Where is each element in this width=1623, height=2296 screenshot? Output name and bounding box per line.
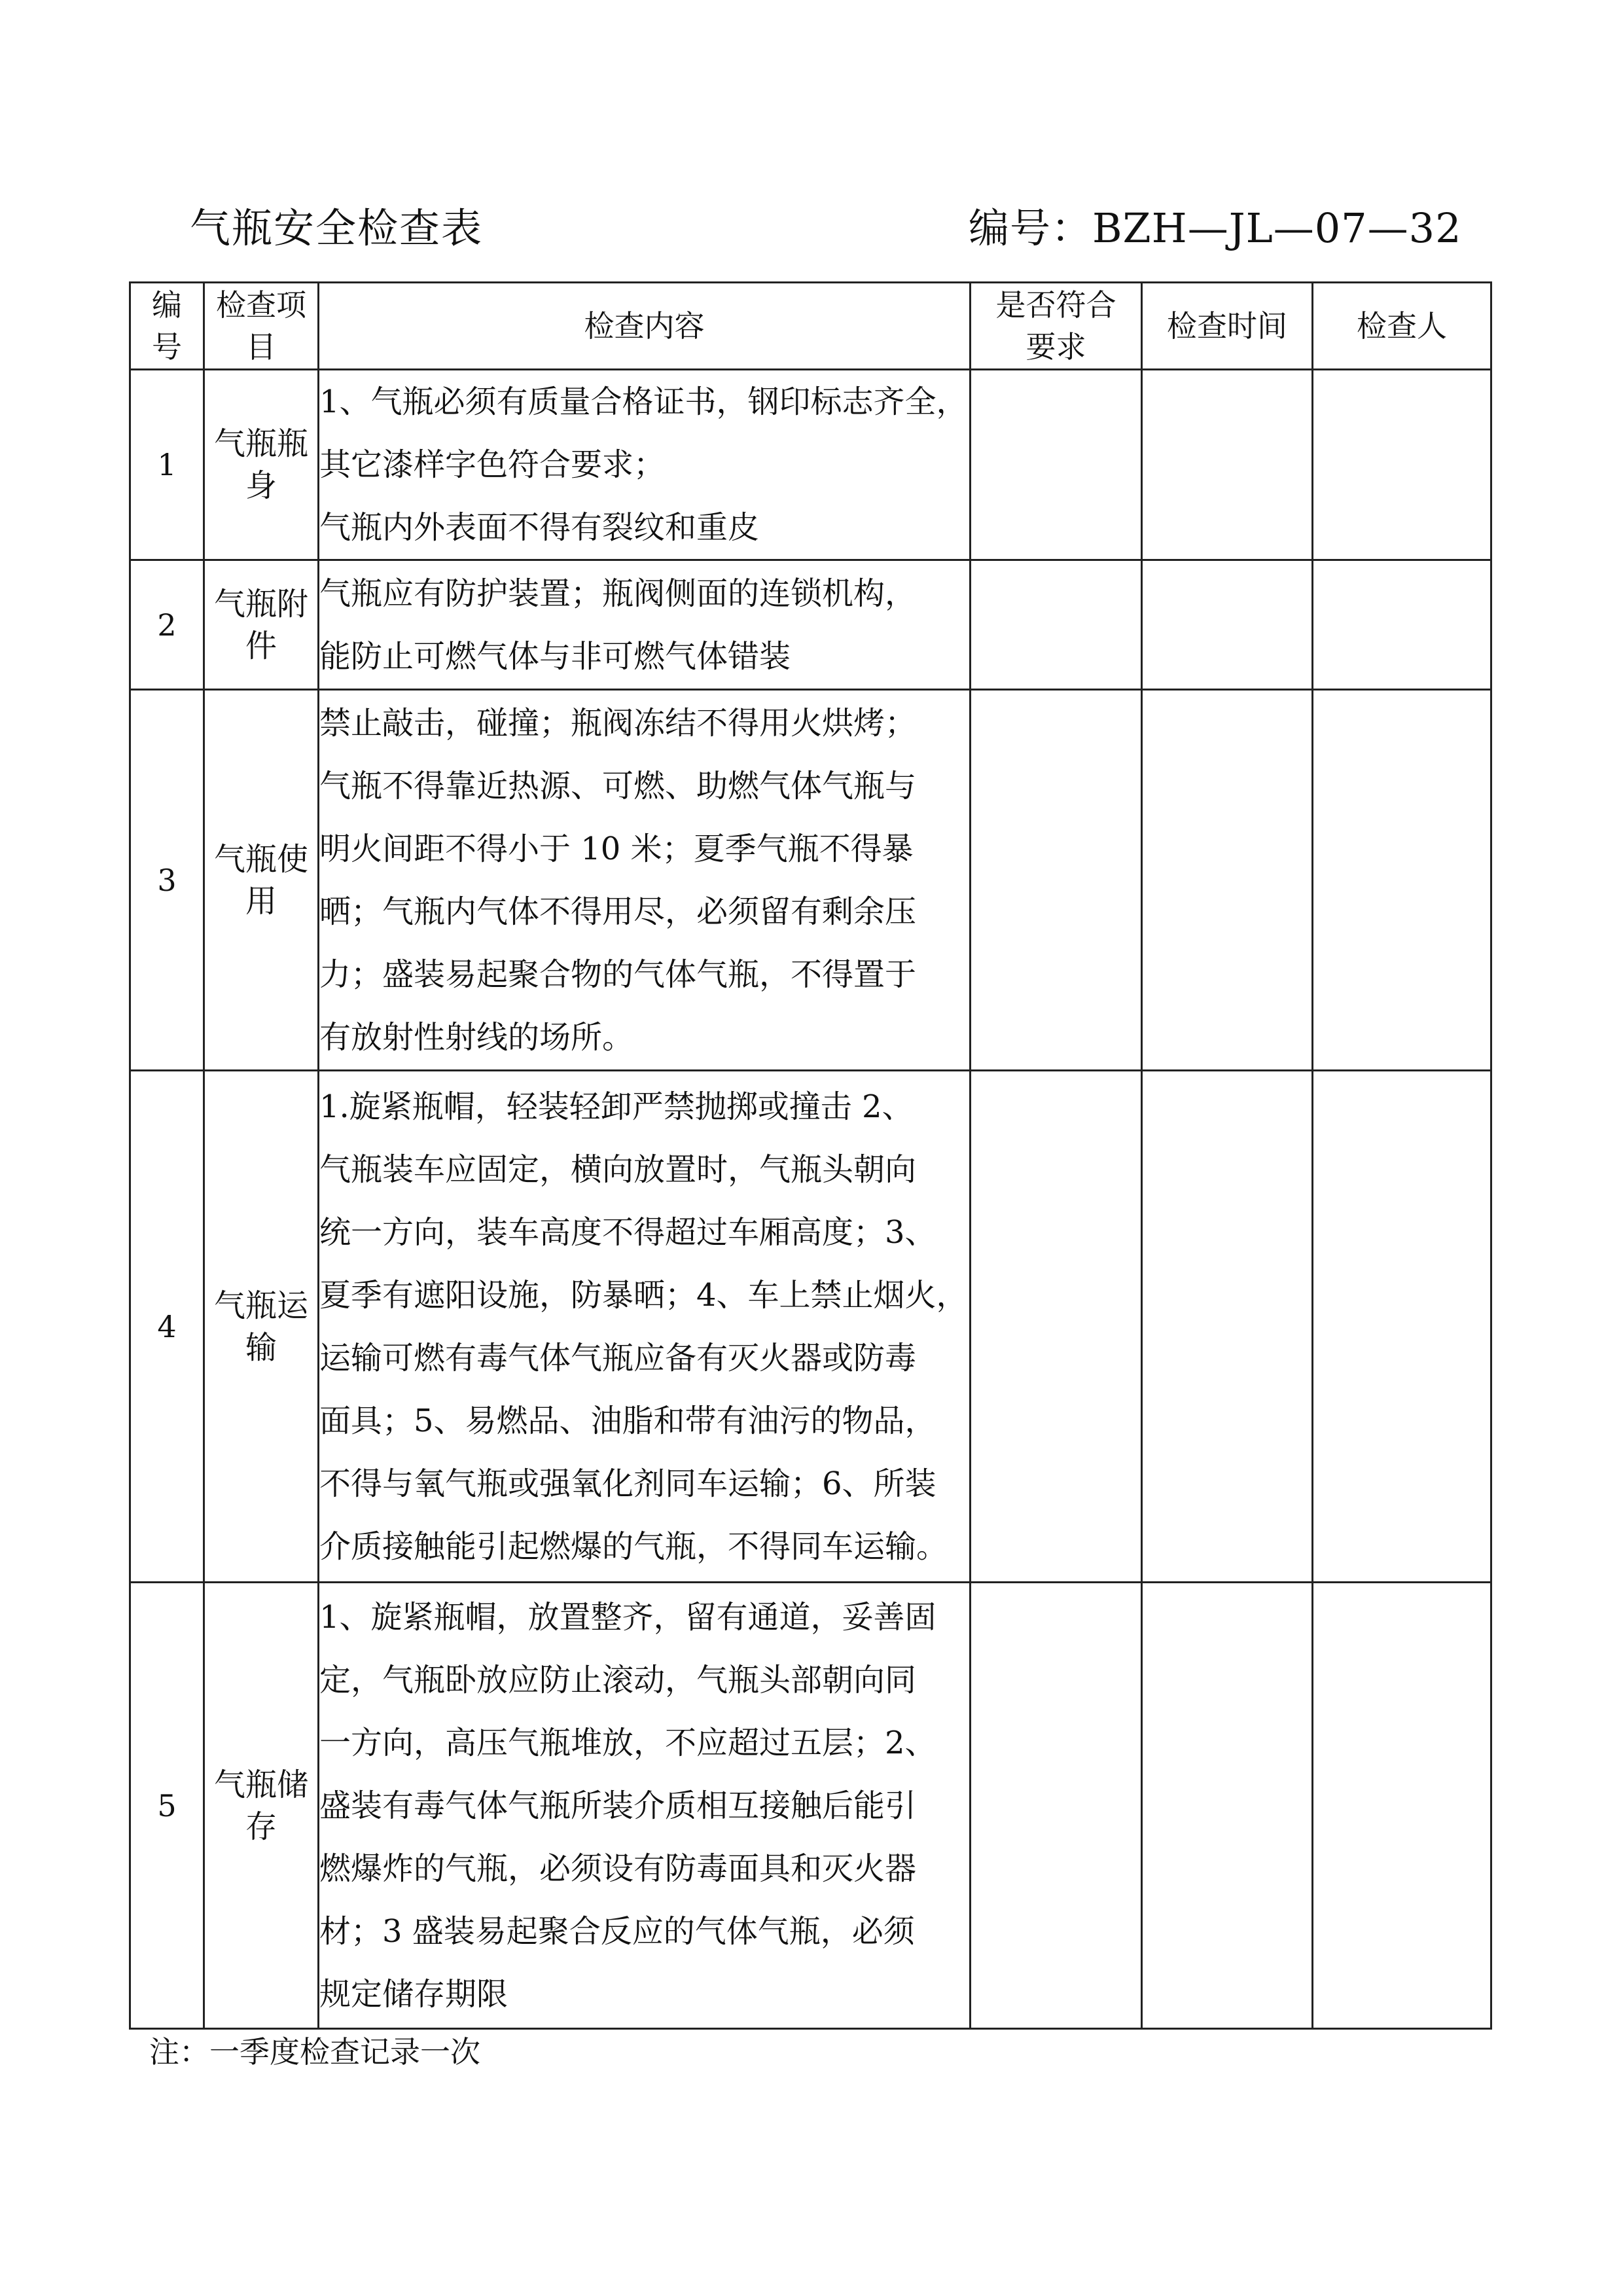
content-line: 统一方向，装车高度不得超过车厢高度；3、	[319, 1213, 936, 1251]
content-line: 介质接触能引起燃爆的气瓶，不得同车运输。	[319, 1528, 948, 1565]
content-line: 面具；5、易燃品、油脂和带有油污的物品，	[319, 1402, 936, 1439]
table-row	[130, 1583, 1491, 2029]
footnote: 注：一季度检查记录一次	[149, 2034, 480, 2070]
table-row	[130, 370, 1491, 560]
content-line: 明火间距不得小于 10 米；夏季气瓶不得暴	[319, 830, 914, 867]
time-cell[interactable]	[1142, 1583, 1313, 2029]
header-compliant: 是否符合 要求	[971, 283, 1142, 370]
compliant-cell[interactable]	[971, 370, 1142, 560]
content-line: 运输可燃有毒气体气瓶应备有灭火器或防毒	[319, 1339, 917, 1376]
row-number: 5	[130, 1583, 204, 2029]
row-number: 3	[130, 690, 204, 1071]
content-line: 气瓶装车应固定，横向放置时，气瓶头朝向	[319, 1151, 917, 1188]
compliant-cell[interactable]	[971, 1583, 1142, 2029]
check-content	[319, 1583, 971, 2029]
check-item: 气瓶运 输	[204, 1071, 319, 1583]
time-cell[interactable]	[1142, 1071, 1313, 1583]
table-row	[130, 1071, 1491, 1583]
content-line: 1.旋紧瓶帽，轻装轻卸严禁抛掷或撞击 2、	[319, 1088, 914, 1125]
check-item: 气瓶瓶 身	[204, 370, 319, 560]
inspector-cell[interactable]	[1313, 690, 1491, 1071]
content-line: 燃爆炸的气瓶，必须设有防毒面具和灭火器	[319, 1850, 917, 1887]
content-line: 其它漆样字色符合要求；	[319, 446, 666, 483]
content-line: 定，气瓶卧放应防止滚动，气瓶头部朝向同	[319, 1661, 917, 1698]
page-title: 气瓶安全检查表	[190, 204, 484, 252]
inspector-cell[interactable]	[1313, 560, 1491, 690]
document-number: 编号：BZH—JL—07—32	[969, 204, 1462, 252]
content-line: 有放射性射线的场所。	[319, 1018, 634, 1056]
inspector-cell[interactable]	[1313, 1583, 1491, 2029]
content-line: 盛装有毒气体气瓶所装介质相互接触后能引	[319, 1787, 917, 1824]
row-number: 4	[130, 1071, 204, 1583]
table-header-row	[130, 283, 1491, 370]
content-line: 材；3 盛装易起聚合反应的气体气瓶，必须	[319, 1912, 915, 1950]
content-line: 夏季有遮阳设施，防暴晒；4、车上禁止烟火，	[319, 1276, 968, 1314]
content-line: 气瓶内外表面不得有裂纹和重皮	[319, 509, 760, 546]
header-time: 检查时间	[1142, 283, 1313, 370]
inspection-table	[129, 281, 1492, 2030]
row-number: 1	[130, 370, 204, 560]
header-no: 编 号	[130, 283, 204, 370]
time-cell[interactable]	[1142, 560, 1313, 690]
content-line: 能防止可燃气体与非可燃气体错装	[319, 637, 791, 675]
row-number: 2	[130, 560, 204, 690]
compliant-cell[interactable]	[971, 560, 1142, 690]
content-line: 一方向，高压气瓶堆放，不应超过五层；2、	[319, 1724, 936, 1761]
content-line: 1、气瓶必须有质量合格证书，钢印标志齐全，	[319, 384, 968, 420]
check-item: 气瓶附 件	[204, 560, 319, 690]
content-line: 不得与氧气瓶或强氧化剂同车运输；6、所装	[319, 1465, 936, 1502]
check-content	[319, 560, 971, 690]
compliant-cell[interactable]	[971, 690, 1142, 1071]
time-cell[interactable]	[1142, 370, 1313, 560]
check-item: 气瓶使 用	[204, 690, 319, 1071]
check-content	[319, 690, 971, 1071]
content-line: 1、旋紧瓶帽，放置整齐，留有通道，妥善固	[319, 1598, 936, 1636]
table-row	[130, 560, 1491, 690]
check-content	[319, 1071, 971, 1583]
check-content	[319, 370, 971, 560]
table-row	[130, 690, 1491, 1071]
compliant-cell[interactable]	[971, 1071, 1142, 1583]
check-item: 气瓶储 存	[204, 1583, 319, 2029]
inspector-cell[interactable]	[1313, 1071, 1491, 1583]
header-item: 检查项 目	[204, 283, 319, 370]
time-cell[interactable]	[1142, 690, 1313, 1071]
header-content: 检查内容	[319, 283, 971, 370]
content-line: 禁止敲击，碰撞；瓶阀冻结不得用火烘烤；	[319, 704, 917, 742]
content-line: 气瓶不得靠近热源、可燃、助燃气体气瓶与	[319, 767, 917, 804]
content-line: 规定储存期限	[319, 1975, 508, 2013]
header-inspector: 检查人	[1313, 283, 1491, 370]
inspector-cell[interactable]	[1313, 370, 1491, 560]
content-line: 气瓶应有防护装置；瓶阀侧面的连锁机构，	[319, 575, 917, 612]
content-line: 力；盛装易起聚合物的气体气瓶，不得置于	[319, 956, 917, 993]
content-line: 晒；气瓶内气体不得用尽，必须留有剩余压	[319, 893, 917, 930]
